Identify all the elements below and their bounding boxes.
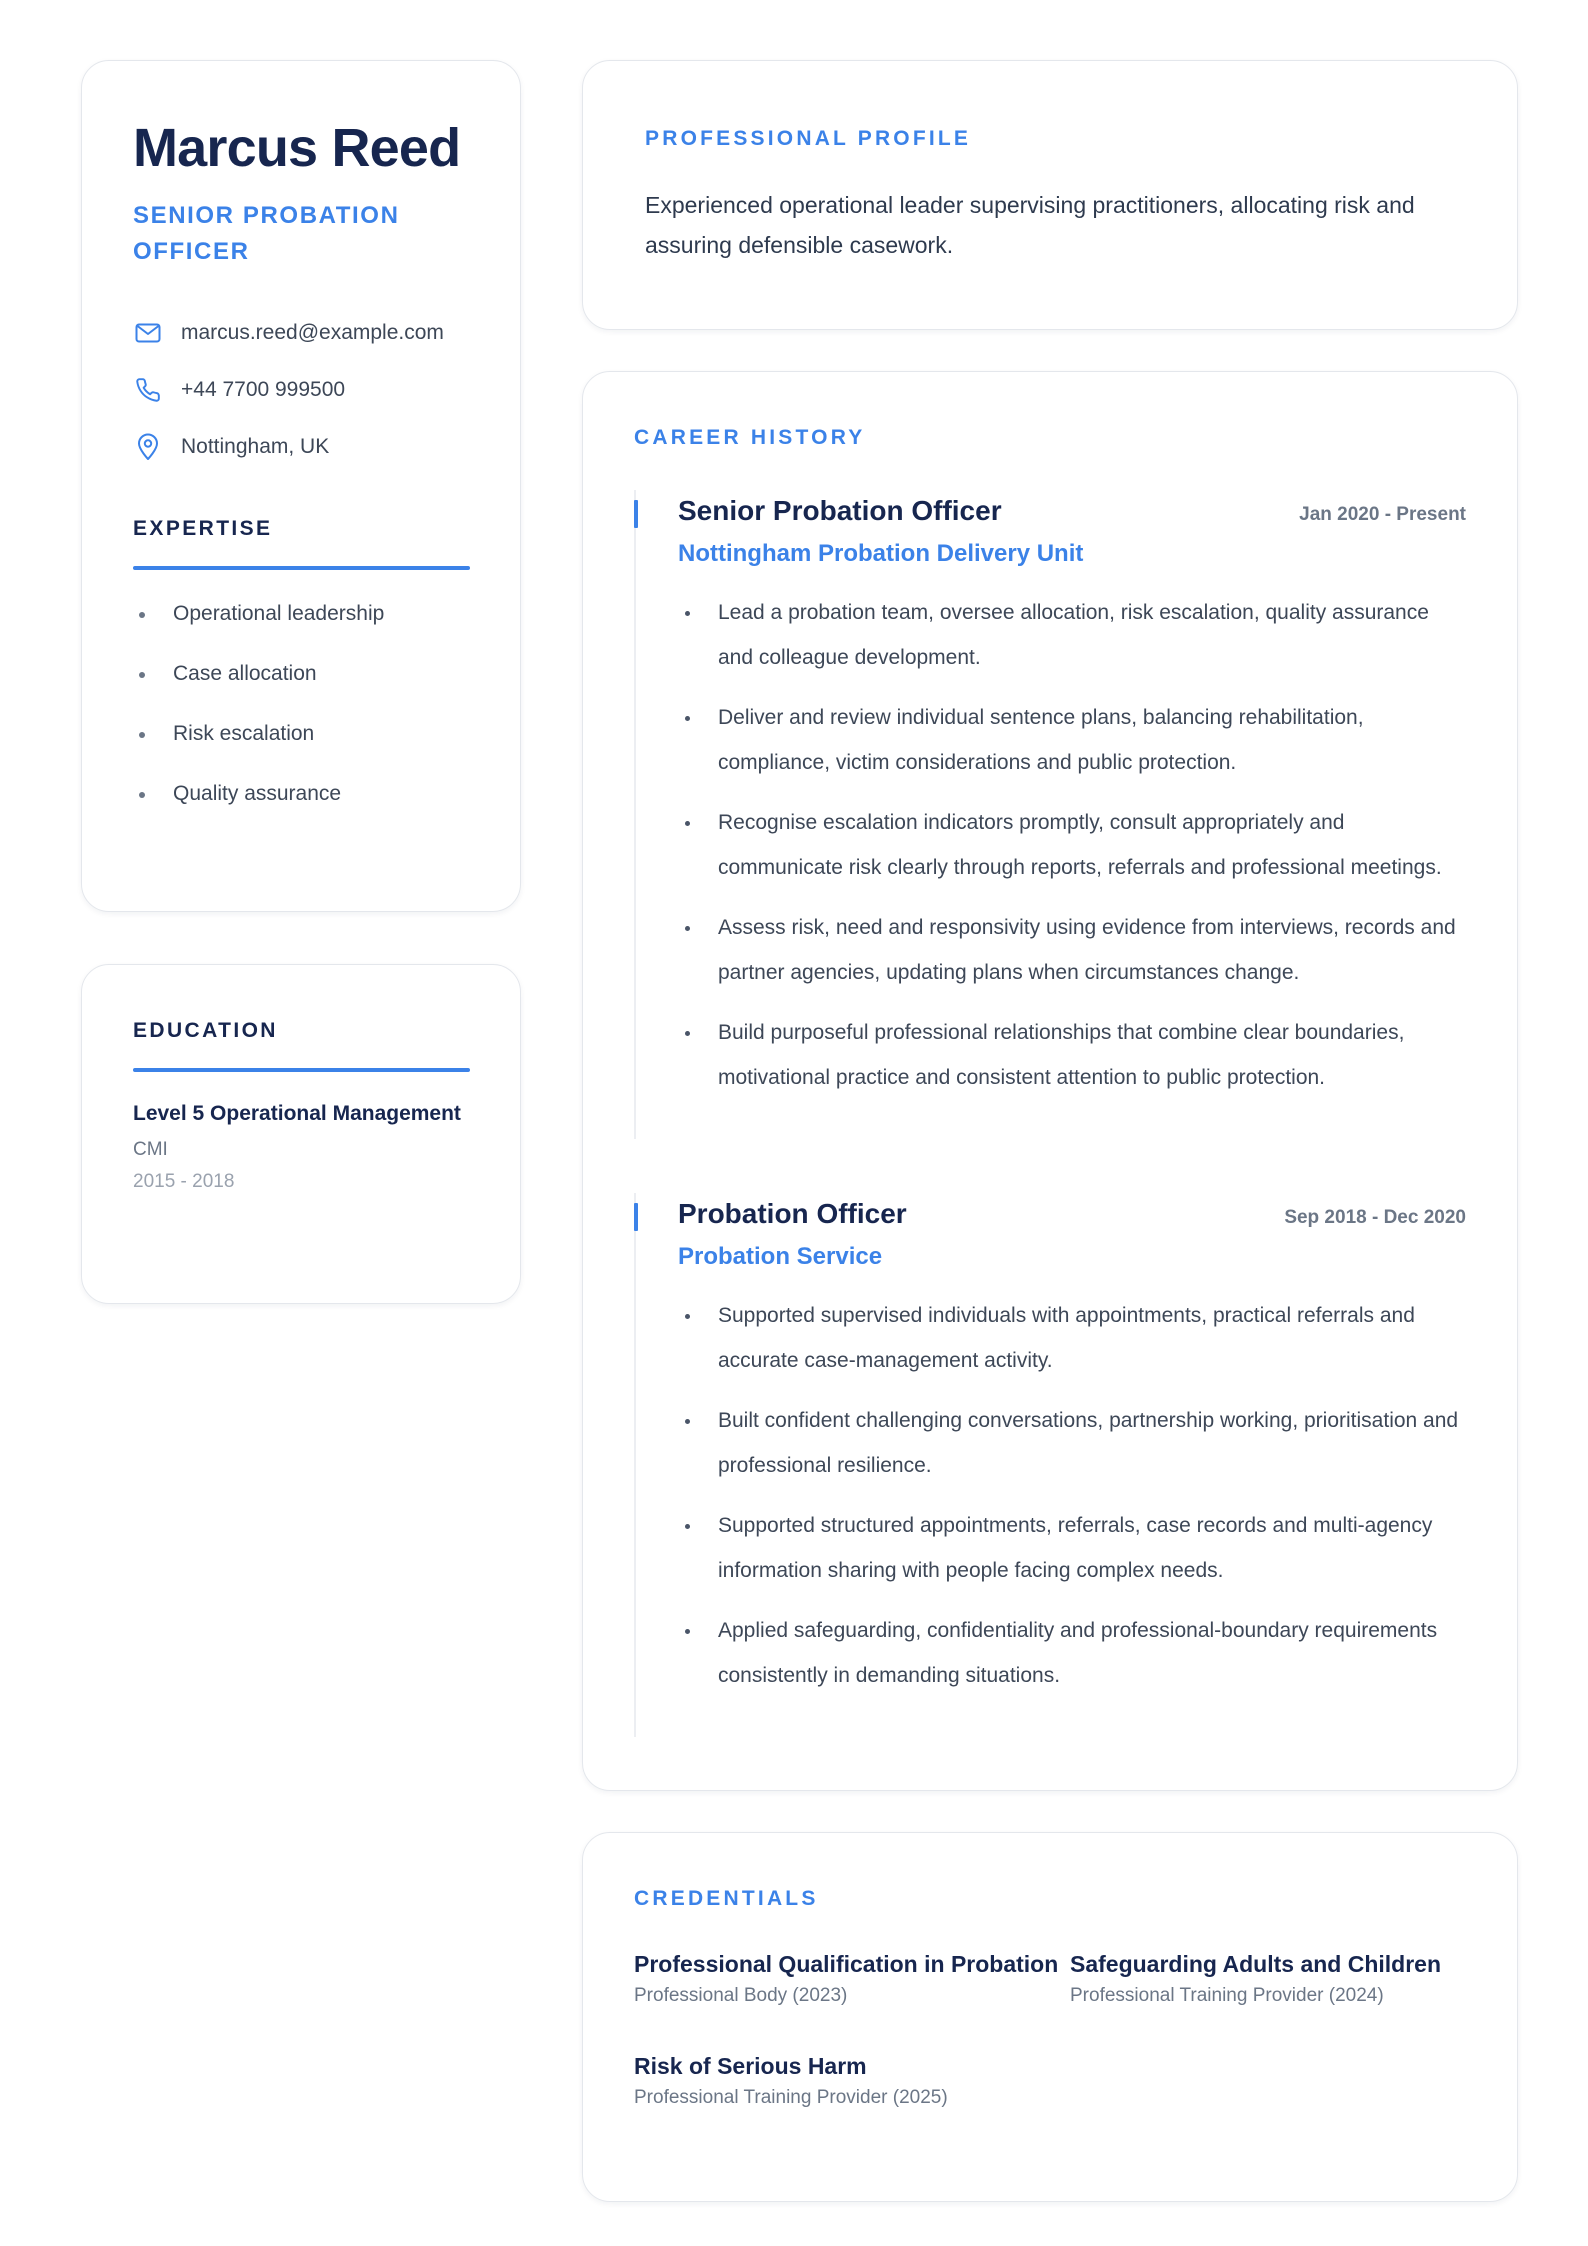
job-responsibilities — [678, 590, 1466, 1139]
job-dates: Sep 2018 - Dec 2020 — [1284, 1207, 1466, 1228]
timeline-marker — [634, 1203, 638, 1231]
responsibility-item: Applied safeguarding, confidentiality and professional-boundary requirements consistently in demanding situations. — [678, 1608, 1466, 1698]
expertise-divider — [133, 566, 470, 570]
profile-heading: PROFESSIONAL PROFILE — [645, 127, 972, 150]
job-entry — [634, 1193, 1466, 1737]
responsibility-item: Supported structured appointments, referrals, case records and multi-agency information sharing with people facing complex needs. — [678, 1503, 1466, 1593]
credential-item — [634, 2049, 1070, 2111]
credential-title: Professional Qualification in Probation — [634, 1951, 1059, 1977]
education-institution: CMI — [133, 1139, 168, 1160]
education-divider — [133, 1068, 470, 1072]
contact-location — [133, 428, 469, 465]
contact-email[interactable] — [133, 314, 469, 351]
timeline-line — [634, 1193, 636, 1737]
job-entry — [634, 490, 1466, 1139]
identity-card — [81, 60, 521, 912]
responsibility-item: Build purposeful professional relationships that combine clear boundaries, motivational practice and consistent attention to public protection. — [678, 1010, 1466, 1100]
credentials-heading: CREDENTIALS — [634, 1887, 819, 1910]
credential-title: Risk of Serious Harm — [634, 2053, 867, 2079]
timeline-marker — [634, 500, 638, 528]
credential-detail: Professional Training Provider (2024) — [1070, 1985, 1384, 2006]
job-responsibilities — [678, 1293, 1466, 1737]
career-card — [582, 371, 1518, 1791]
profile-card — [582, 60, 1518, 330]
expertise-item: Quality assurance — [133, 780, 469, 840]
credential-item — [1070, 1947, 1466, 2009]
responsibility-item: Lead a probation team, oversee allocation, risk escalation, quality assurance and colleague development. — [678, 590, 1466, 680]
candidate-name: Marcus Reed — [133, 118, 461, 178]
contact-list — [133, 314, 469, 465]
credential-item — [634, 1947, 1070, 2009]
education-card — [81, 964, 521, 1304]
job-organisation: Probation Service — [678, 1243, 883, 1270]
credential-title: Safeguarding Adults and Children — [1070, 1951, 1441, 1977]
career-heading: CAREER HISTORY — [634, 426, 866, 449]
expertise-heading: EXPERTISE — [133, 517, 273, 541]
job-title: Probation Officer — [678, 1198, 907, 1229]
profile-summary: Experienced operational leader supervising practitioners, allocating risk and assuring defensible casework. — [645, 192, 1415, 258]
responsibility-item: Built confident challenging conversations, partnership working, prioritisation and professional resilience. — [678, 1398, 1466, 1488]
job-title: Senior Probation Officer — [678, 495, 1002, 526]
job-organisation: Nottingham Probation Delivery Unit — [678, 540, 1084, 567]
map-pin-icon — [133, 432, 163, 462]
contact-phone-text: +44 7700 999500 — [181, 377, 346, 401]
responsibility-item: Assess risk, need and responsivity using evidence from interviews, records and partner agencies, updating plans when circumstances change. — [678, 905, 1466, 995]
contact-location-text: Nottingham, UK — [181, 434, 330, 458]
credential-detail: Professional Body (2023) — [634, 1985, 848, 2006]
mail-icon — [133, 318, 163, 348]
phone-icon — [133, 375, 163, 405]
credential-detail: Professional Training Provider (2025) — [634, 2087, 948, 2108]
credentials-grid — [634, 1947, 1466, 2111]
job-dates: Jan 2020 - Present — [1299, 504, 1466, 525]
responsibility-item: Deliver and review individual sentence plans, balancing rehabilitation, compliance, victim considerations and public protection. — [678, 695, 1466, 785]
expertise-list — [133, 600, 469, 840]
expertise-item: Risk escalation — [133, 720, 469, 780]
timeline-line — [634, 490, 636, 1139]
responsibility-item: Recognise escalation indicators promptly, consult appropriately and communicate risk clearly through reports, referrals and professional meetings. — [678, 800, 1466, 890]
expertise-item: Operational leadership — [133, 600, 469, 660]
candidate-role: SENIOR PROBATION OFFICER — [133, 202, 400, 266]
responsibility-item: Supported supervised individuals with appointments, practical referrals and accurate case-management activity. — [678, 1293, 1466, 1383]
education-heading: EDUCATION — [133, 1019, 278, 1042]
education-dates: 2015 - 2018 — [133, 1171, 235, 1192]
credentials-card — [582, 1832, 1518, 2202]
contact-email-text: marcus.reed@example.com — [181, 320, 444, 344]
contact-phone[interactable] — [133, 371, 469, 408]
education-title: Level 5 Operational Management — [133, 1102, 461, 1125]
expertise-item: Case allocation — [133, 660, 469, 720]
